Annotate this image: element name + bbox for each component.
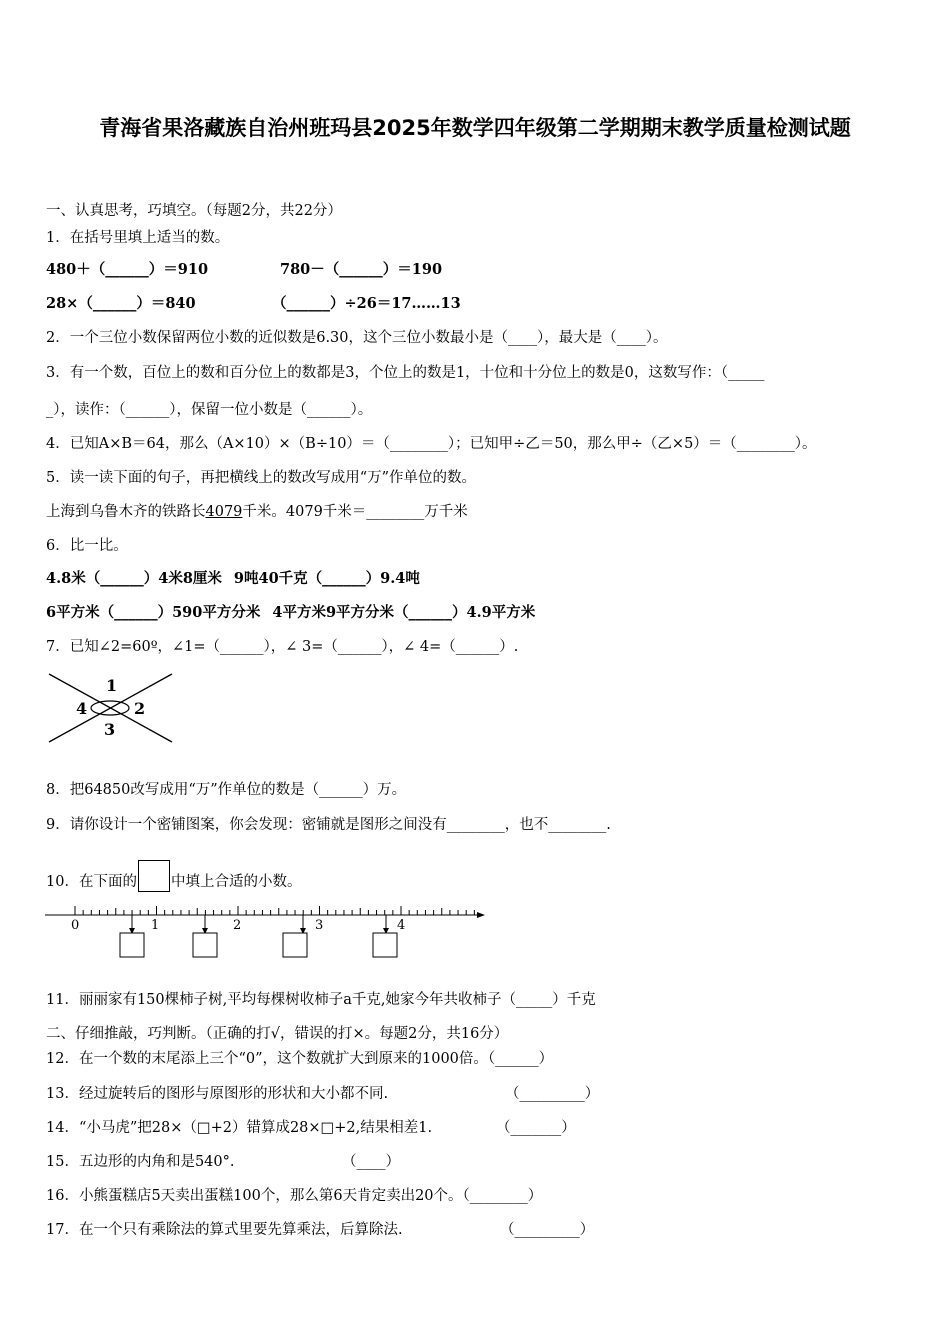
- angle-label-4: 4: [76, 699, 88, 718]
- question-11: 11．丽丽家有150棵柿子树,平均每棵树收柿子a千克,她家今年共收柿子（_____）千克: [46, 992, 596, 1008]
- question-1-stem: 1．在括号里填上适当的数。: [46, 230, 230, 246]
- question-4: 4．已知A×B＝64，那么（A×10）×（B÷10）＝（________）；已知甲÷乙＝50，那么甲÷（乙×5）＝（________）。: [46, 436, 817, 452]
- angle-diagram: [44, 668, 178, 748]
- number-line: [40, 898, 490, 962]
- question-6-row2a: 6平方米（______）590平方分米: [46, 604, 261, 621]
- question-3-line-2: _），读作：（______），保留一位小数是（______）。: [46, 402, 373, 418]
- question-10-post: 中填上合适的小数。: [170, 874, 302, 890]
- question-1-a: 480＋（______）＝910: [46, 261, 209, 278]
- angle-label-2: 2: [134, 699, 146, 718]
- answer-box-3[interactable]: [283, 915, 307, 957]
- question-12: 12．在一个数的末尾添上三个“0”，这个数就扩大到原来的1000倍。（______）: [46, 1051, 554, 1067]
- page-title: 青海省果洛藏族自治州班玛县2025年数学四年级第二学期期末教学质量检测试题: [99, 116, 851, 140]
- question-14-blank: （_______）: [496, 1120, 576, 1136]
- question-5-post: 千米。4079千米＝________万千米: [242, 504, 468, 520]
- question-1-c: 28×（______）＝840: [46, 295, 196, 312]
- number-line-arrowhead: [477, 912, 485, 918]
- answer-box-1[interactable]: [120, 915, 144, 957]
- question-10-pre: 10．在下面的: [46, 874, 137, 890]
- section-2-heading: 二、仔细推敲，巧判断。（正确的打√，错误的打×。每题2分，共16分）: [46, 1026, 509, 1042]
- question-15-blank: （____）: [342, 1154, 400, 1170]
- number-line-ticks: [75, 906, 474, 915]
- question-9: 9．请你设计一个密铺图案，你会发现：密铺就是图形之间没有________，也不________.: [46, 817, 611, 833]
- question-16: 16．小熊蛋糕店5天卖出蛋糕100个，那么第6天肯定卖出20个。（________）: [46, 1188, 543, 1204]
- question-1-d: （______）÷26＝17……13: [272, 295, 461, 312]
- question-13-blank: （_________）: [505, 1086, 600, 1102]
- question-5-sentence: [46, 502, 468, 522]
- question-6-row1a: 4.8米（______）4米8厘米: [46, 570, 222, 587]
- question-6-row2b: 4平方米9平方分米（______）4.9平方米: [272, 604, 536, 621]
- tick-label-3: 3: [315, 918, 324, 933]
- tick-label-1: 1: [151, 918, 160, 933]
- angle-label-1: 1: [106, 676, 118, 695]
- question-7: 7．已知∠2=60º，∠1=（______），∠ 3=（______），∠ 4=（______）.: [46, 639, 519, 655]
- question-5-pre: 上海到乌鲁木齐的铁路长: [46, 504, 206, 520]
- answer-box-4[interactable]: [373, 915, 397, 957]
- answer-box-sample: [138, 860, 170, 892]
- question-13: 13．经过旋转后的图形与原图形的形状和大小都不同.: [46, 1086, 389, 1102]
- question-10-stem: [46, 860, 301, 892]
- question-6-row-1: [46, 569, 420, 589]
- question-6-stem: 6．比一比。: [46, 538, 128, 554]
- angle-label-3: 3: [104, 720, 116, 739]
- question-6-row1b: 9吨40千克（______）9.4吨: [233, 570, 420, 587]
- question-14: 14．“小马虎”把28×（□+2）错算成28×□+2,结果相差1.: [46, 1120, 433, 1136]
- question-1-b: 780－（______）＝190: [280, 261, 443, 278]
- question-5-stem: 5．读一读下面的句子，再把横线上的数改写成用“万”作单位的数。: [46, 470, 477, 486]
- question-2: 2．一个三位小数保留两位小数的近似数是6.30，这个三位小数最小是（____），最大是（____）。: [46, 330, 668, 346]
- question-5-number: 4079: [205, 504, 243, 520]
- question-17-blank: （_________）: [500, 1222, 595, 1238]
- tick-label-2: 2: [233, 918, 242, 933]
- question-6-row-2: [46, 603, 535, 623]
- tick-label-4: 4: [397, 918, 406, 933]
- section-1-heading: 一、认真思考，巧填空。（每题2分，共22分）: [46, 203, 342, 219]
- question-8: 8．把64850改写成用“万”作单位的数是（______）万。: [46, 782, 407, 798]
- answer-box-2[interactable]: [193, 915, 217, 957]
- question-17: 17．在一个只有乘除法的算式里要先算乘法，后算除法.: [46, 1222, 403, 1238]
- tick-label-0: 0: [71, 918, 80, 933]
- question-15: 15．五边形的内角和是540°.: [46, 1154, 235, 1170]
- question-3-line-1: 3．有一个数，百位上的数和百分位上的数都是3，个位上的数是1，十位和十分位上的数是0，这数写作：（_____: [46, 365, 765, 381]
